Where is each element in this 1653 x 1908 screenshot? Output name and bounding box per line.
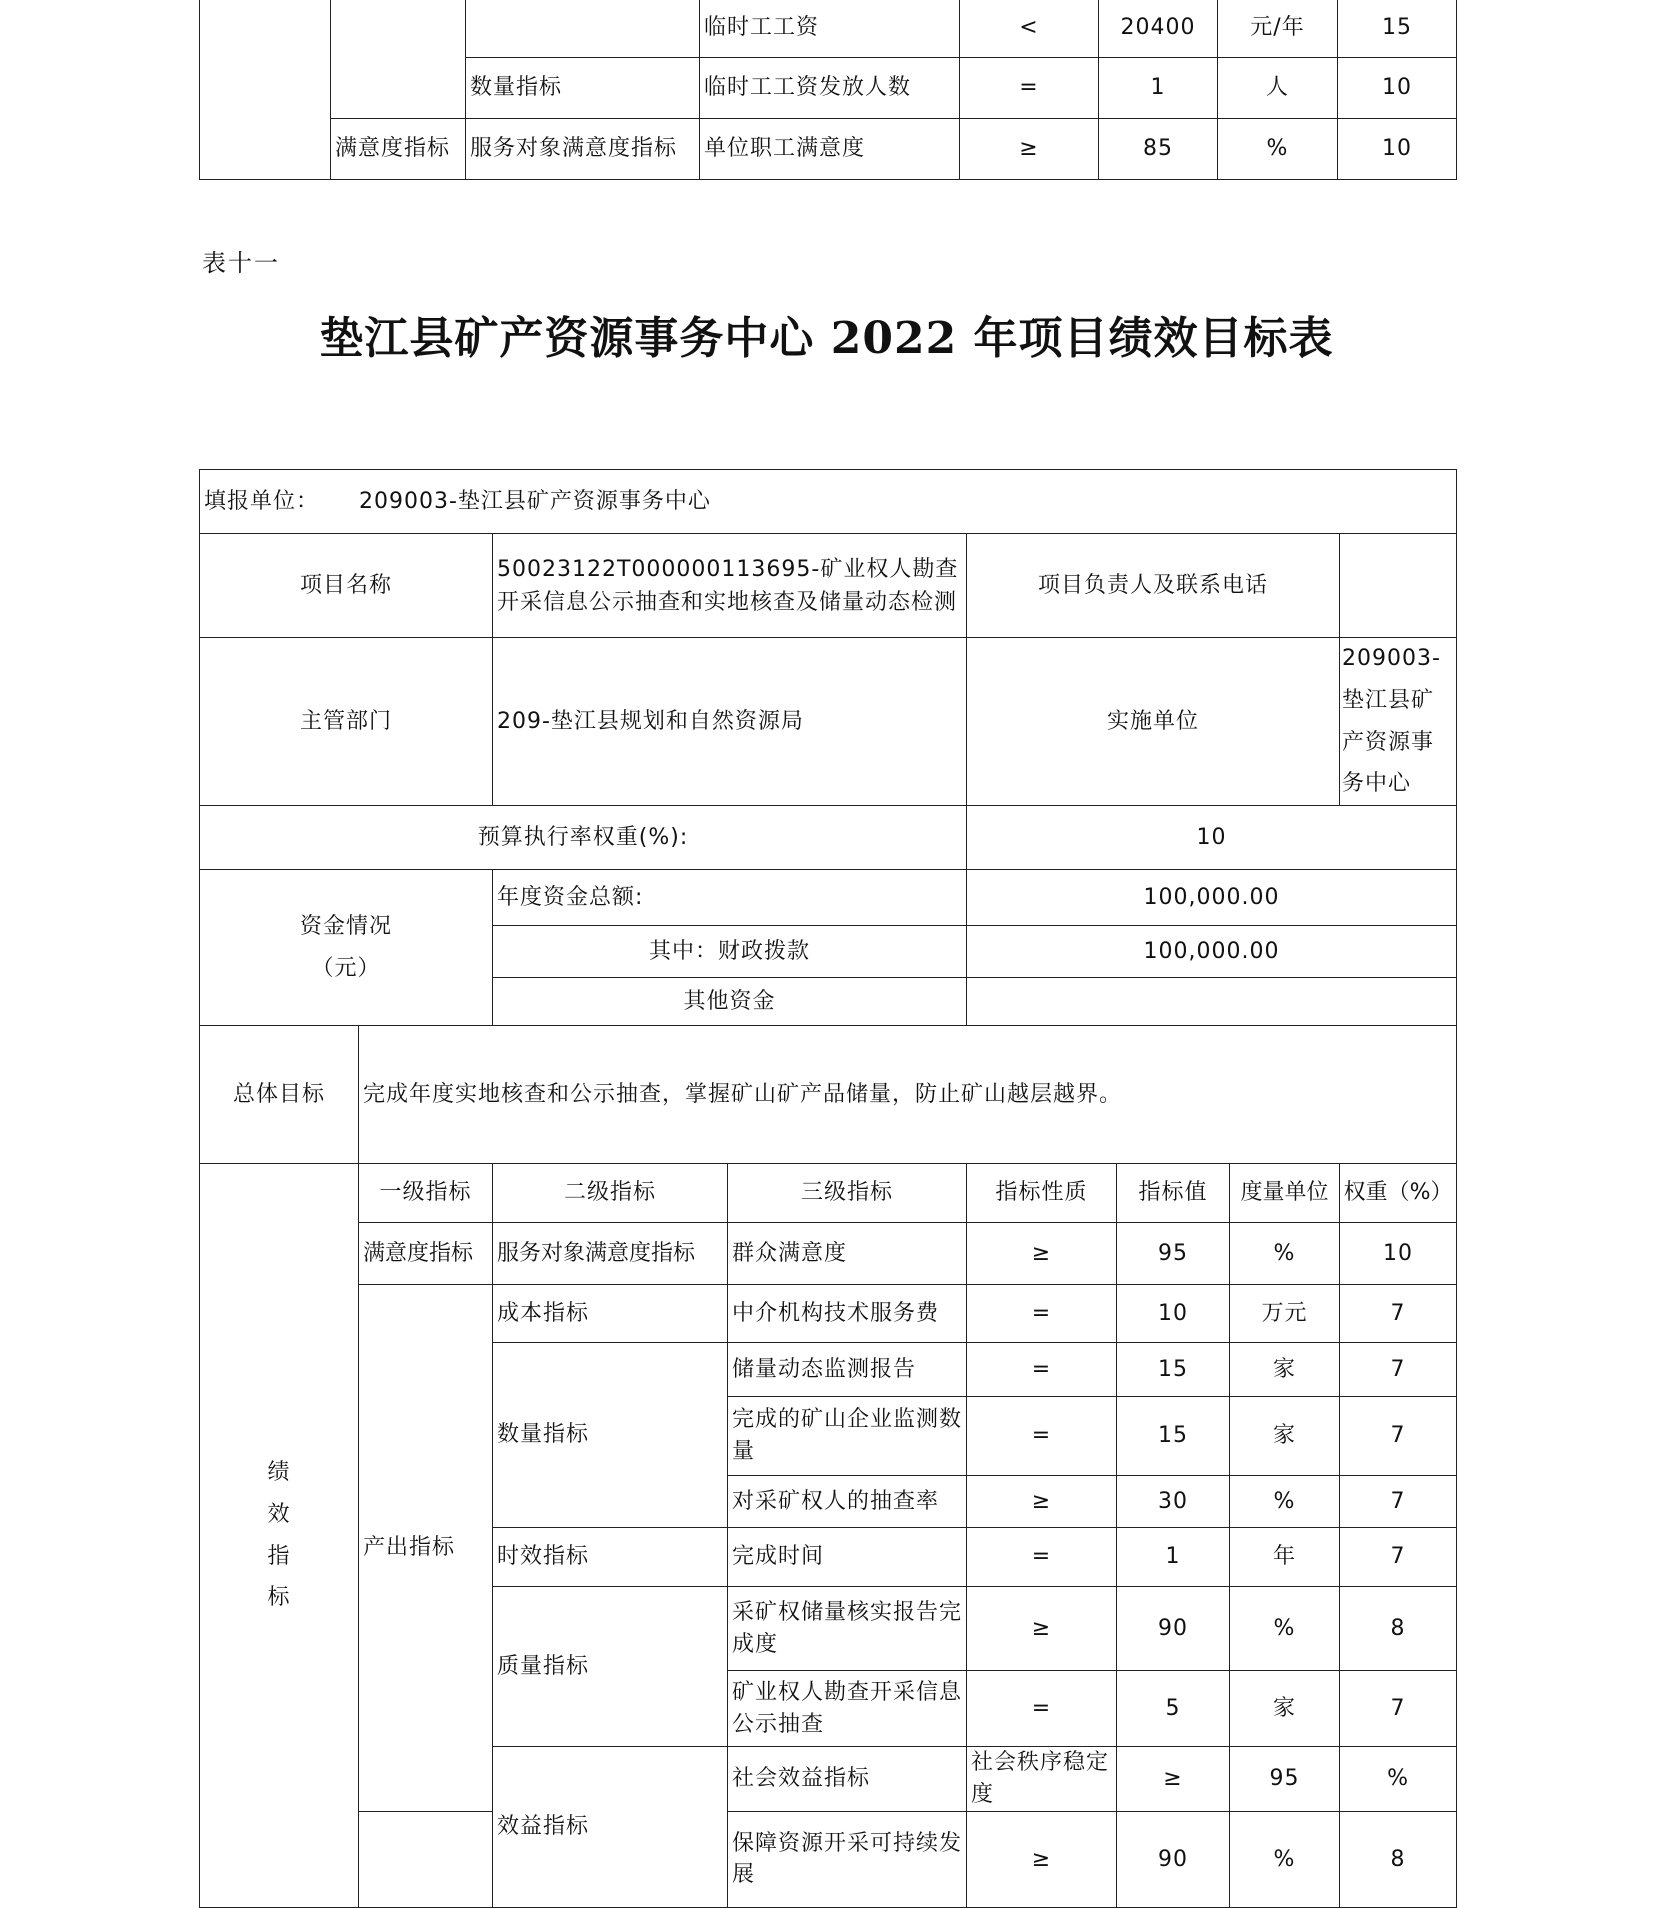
- cell-value: 5: [1117, 1671, 1230, 1747]
- dept-label: 主管部门: [200, 638, 493, 806]
- cell-level3: 保障资源开采可持续发展: [728, 1811, 967, 1907]
- cell-value: 10: [1117, 1285, 1230, 1343]
- continued-indicator-table: [199, 0, 1457, 180]
- cell-level2: 时效指标: [493, 1528, 728, 1587]
- annual-total-value: 100,000.00: [967, 870, 1457, 926]
- cell-nature: =: [967, 1528, 1117, 1587]
- cell-weight: 10: [1338, 118, 1457, 179]
- cell-weight: 7: [1340, 1397, 1457, 1476]
- fiscal-label: 其中：财政拨款: [493, 926, 967, 978]
- cell-value: 1: [1099, 57, 1218, 118]
- cell-level2: 服务对象满意度指标: [466, 118, 700, 179]
- cell-level3: 对采矿权人的抽查率: [728, 1476, 967, 1528]
- cell-level3: 采矿权储量核实报告完成度: [728, 1587, 967, 1671]
- cell-level3: 完成时间: [728, 1528, 967, 1587]
- cell-nature: =: [967, 1397, 1117, 1476]
- header-nature: 指标性质: [967, 1164, 1117, 1223]
- cell-weight: 7: [1340, 1285, 1457, 1343]
- cell-unit: %: [1340, 1747, 1457, 1812]
- header-level1: 一级指标: [359, 1164, 493, 1223]
- funds-label-line2: （元）: [311, 955, 381, 981]
- annual-total-label: 年度资金总额:: [493, 870, 967, 926]
- table-label: 表十一: [202, 249, 280, 277]
- cell-weight: 7: [1340, 1476, 1457, 1528]
- cell-unit: 元/年: [1218, 0, 1338, 57]
- cell-nature: ≥: [967, 1476, 1117, 1528]
- cell-weight: 15: [1338, 0, 1457, 57]
- cell-unit: %: [1230, 1223, 1340, 1285]
- contact-value: [1340, 534, 1457, 638]
- performance-indicator-side-label: 绩 效 指 标: [200, 1164, 359, 1908]
- reporting-unit-label: 填报单位：: [204, 488, 320, 514]
- cell-unit: %: [1230, 1811, 1340, 1907]
- cell-level3: 社会秩序稳定度: [967, 1747, 1117, 1812]
- header-level2: 二级指标: [493, 1164, 728, 1223]
- cell-weight: 7: [1340, 1671, 1457, 1747]
- cell-weight: 10: [1340, 1223, 1457, 1285]
- cell-level3: 临时工工资: [700, 0, 960, 57]
- cell-weight: 10: [1338, 57, 1457, 118]
- cell-value: 15: [1117, 1343, 1230, 1397]
- cell-level3: 矿业权人勘查开采信息公示抽查: [728, 1671, 967, 1747]
- cell-value: 95: [1230, 1747, 1340, 1812]
- header-weight: 权重（%）: [1340, 1164, 1457, 1223]
- cell-nature: =: [960, 57, 1099, 118]
- cell-nature: ≥: [967, 1223, 1117, 1285]
- impl-label: 实施单位: [967, 638, 1340, 806]
- cell-weight: 7: [1340, 1343, 1457, 1397]
- cell-value: 90: [1117, 1811, 1230, 1907]
- cell-nature: =: [967, 1343, 1117, 1397]
- cell-level3: 单位职工满意度: [700, 118, 960, 179]
- cell-level2: 数量指标: [466, 57, 700, 118]
- cell-unit: 家: [1230, 1343, 1340, 1397]
- cell-level3: 完成的矿山企业监测数量: [728, 1397, 967, 1476]
- cell-nature: ≥: [967, 1811, 1117, 1907]
- cell-blank: [466, 0, 700, 57]
- cell-unit: %: [1230, 1587, 1340, 1671]
- cell-value: 30: [1117, 1476, 1230, 1528]
- contact-label: 项目负责人及联系电话: [967, 534, 1340, 638]
- cell-blank: [200, 0, 331, 179]
- other-funds-label: 其他资金: [493, 978, 967, 1026]
- cell-unit: %: [1218, 118, 1338, 179]
- cell-value: 15: [1117, 1397, 1230, 1476]
- quality-indicator-label: 质量指标: [493, 1587, 728, 1747]
- goal-label: 总体目标: [200, 1026, 359, 1164]
- reporting-unit-value: 209003-垫江县矿产资源事务中心: [358, 488, 711, 514]
- cell-nature: ≥: [1117, 1747, 1230, 1812]
- cell-nature: ≥: [967, 1587, 1117, 1671]
- cell-unit: 人: [1218, 57, 1338, 118]
- cell-unit: 家: [1230, 1671, 1340, 1747]
- cell-weight: 7: [1340, 1528, 1457, 1587]
- cell-nature: ≥: [960, 118, 1099, 179]
- funds-label: [200, 870, 493, 1026]
- cell-level2: 社会效益指标: [728, 1747, 967, 1812]
- cell-level3: 临时工工资发放人数: [700, 57, 960, 118]
- cell-value: 90: [1117, 1587, 1230, 1671]
- reporting-unit-row: [200, 470, 1457, 534]
- impl-value: 209003-垫江县矿产资源事务中心: [1340, 638, 1457, 806]
- header-level3: 三级指标: [728, 1164, 967, 1223]
- goal-value: 完成年度实地核查和公示抽查，掌握矿山矿产品储量，防止矿山越层越界。: [359, 1026, 1457, 1164]
- cell-level1: 满意度指标: [331, 118, 466, 179]
- cell-value: 20400: [1099, 0, 1218, 57]
- cell-nature: <: [960, 0, 1099, 57]
- cell-value: 95: [1117, 1223, 1230, 1285]
- cell-unit: 年: [1230, 1528, 1340, 1587]
- quantity-indicator-label: 数量指标: [493, 1343, 728, 1528]
- budget-rate-value: 10: [967, 806, 1457, 870]
- output-indicator-label: 产出指标: [359, 1285, 493, 1812]
- cell-level3: 中介机构技术服务费: [728, 1285, 967, 1343]
- cell-level1: 满意度指标: [359, 1223, 493, 1285]
- cell-weight: 8: [1340, 1587, 1457, 1671]
- cell-nature: =: [967, 1285, 1117, 1343]
- funds-label-line1: 资金情况: [299, 913, 392, 939]
- header-value: 指标值: [1117, 1164, 1230, 1223]
- cell-level2: 服务对象满意度指标: [493, 1223, 728, 1285]
- cell-unit: 家: [1230, 1397, 1340, 1476]
- cell-level3: 储量动态监测报告: [728, 1343, 967, 1397]
- budget-rate-label: 预算执行率权重(%):: [200, 806, 967, 870]
- project-name-value: 50023122T000000113695-矿业权人勘查开采信息公示抽查和实地核查及储量动态检测: [493, 534, 967, 638]
- cell-value: 1: [1117, 1528, 1230, 1587]
- fiscal-value: 100,000.00: [967, 926, 1457, 978]
- other-funds-value: [967, 978, 1457, 1026]
- cell-nature: =: [967, 1671, 1117, 1747]
- benefit-indicator-label: 效益指标: [493, 1747, 728, 1908]
- cell-unit: 万元: [1230, 1285, 1340, 1343]
- page-title: 垫江县矿产资源事务中心 2022 年项目绩效目标表: [319, 313, 1334, 364]
- cell-blank: [331, 0, 466, 118]
- header-unit: 度量单位: [1230, 1164, 1340, 1223]
- project-name-label: 项目名称: [200, 534, 493, 638]
- cell-level3: 群众满意度: [728, 1223, 967, 1285]
- performance-target-table: [199, 469, 1457, 1908]
- cell-weight: 8: [1340, 1811, 1457, 1907]
- cell-unit: %: [1230, 1476, 1340, 1528]
- cell-blank: [359, 1811, 493, 1907]
- cell-value: 85: [1099, 118, 1218, 179]
- dept-value: 209-垫江县规划和自然资源局: [493, 638, 967, 806]
- cell-level2: 成本指标: [493, 1285, 728, 1343]
